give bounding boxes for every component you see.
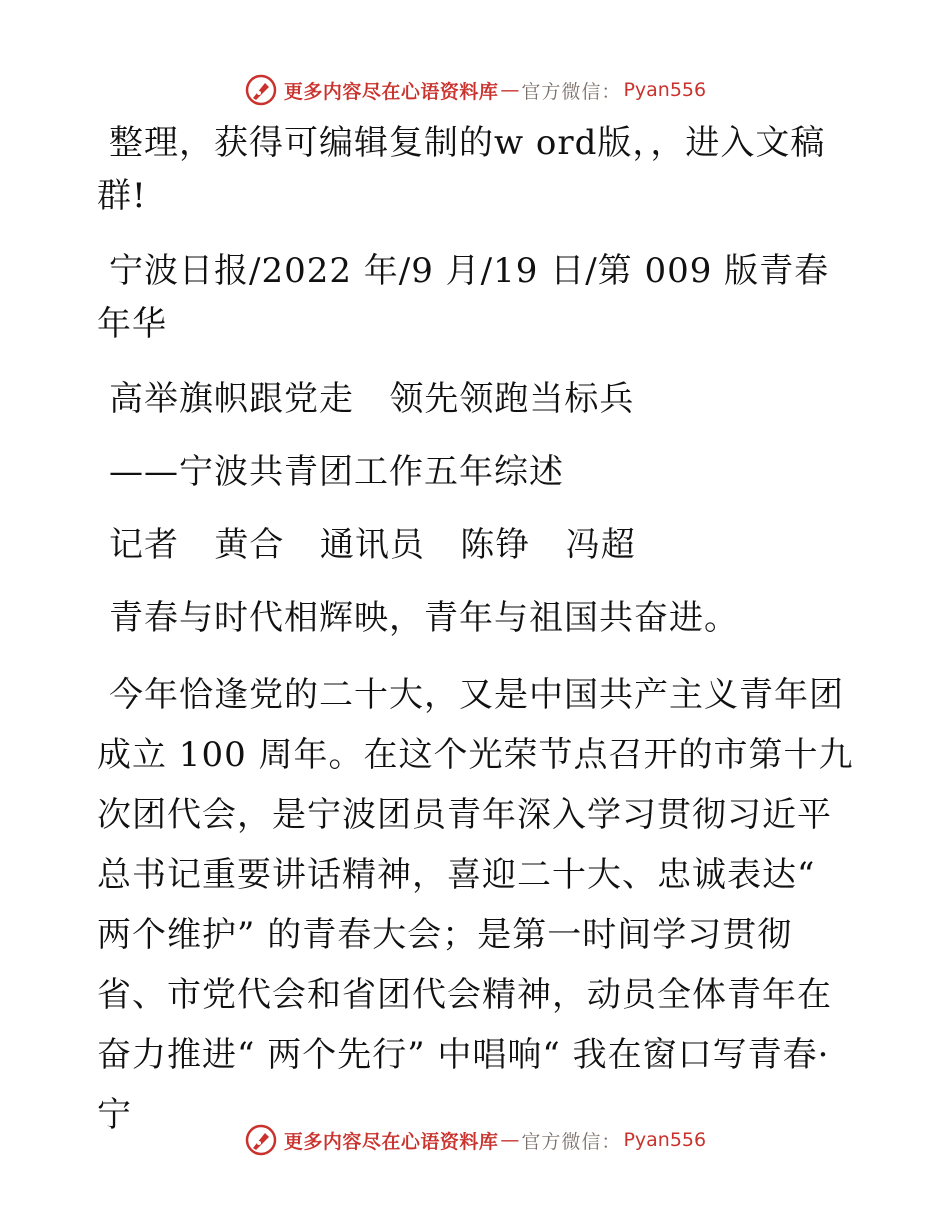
header-banner [0, 70, 950, 110]
banner-dash: — [500, 1129, 520, 1151]
source-line: 宁波日报/2022 年/9 月/19 日/第 009 版青春年华 [97, 251, 830, 344]
banner-wechat-id: Pyan556 [623, 1129, 707, 1151]
subheadline: ——宁波共青团工作五年综述 [109, 452, 564, 492]
footer-banner [0, 1120, 950, 1160]
headline: 高举旗帜跟党走 领先领跑当标兵 [109, 379, 635, 419]
banner-wechat-id: Pyan556 [623, 79, 707, 101]
banner-official-label: 官方微信： [521, 80, 622, 103]
body-paragraph: 今年恰逢党的二十大，又是中国共产主义青年团成立 100 周年。在这个光荣节点召开的市第十九次团代会，是宁波团员青年深入学习贯彻习近平总书记重要讲话精神，喜迎二十大、忠诚表达“ 两个维护” 的青春大会；是第一时间学习贯彻省、市党代会和省团代会精神，动员全体青年在奋力推进“ 两个先行” 中唱响“ 我在窗口写青春· 宁 [97, 675, 854, 1135]
pen-nib-logo-icon [244, 1123, 278, 1157]
banner-official-label: 官方微信： [521, 1130, 622, 1153]
intro-paragraph: 整理，获得可编辑复制的w ord版，，进入文稿群! [97, 123, 826, 216]
lead-paragraph: 青春与时代相辉映，青年与祖国共奋进。 [109, 598, 739, 638]
byline: 记者 黄合 通讯员 陈铮 冯超 [109, 525, 636, 565]
banner-main-text: 更多内容尽在心语资料库 [283, 1130, 499, 1153]
banner-main-text: 更多内容尽在心语资料库 [283, 80, 499, 103]
banner-dash: — [500, 79, 520, 101]
pen-nib-logo-icon [244, 73, 278, 107]
document-body [97, 117, 857, 1145]
